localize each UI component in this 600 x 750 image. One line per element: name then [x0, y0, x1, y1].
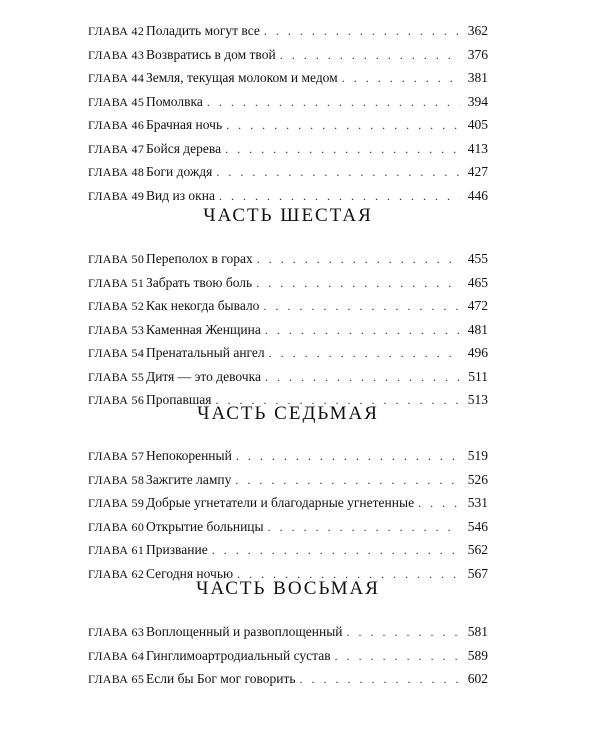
chapter-number: ГЛАВА 46 [88, 118, 145, 132]
chapter-title: Непокоренный [146, 448, 232, 463]
chapter-title: Гинглимоартродиальный сустав [146, 647, 331, 663]
chapter-title: Возвратись в дом твой [146, 46, 276, 62]
dot-leader [216, 161, 460, 185]
chapter-number: ГЛАВА 62 [88, 566, 145, 581]
page-number: 526 [467, 471, 488, 487]
page-number: 405 [467, 117, 488, 132]
toc-entry [88, 515, 488, 539]
page-number: 362 [467, 23, 488, 38]
chapter-title: Открытие больницы [146, 518, 264, 534]
chapter-number: ГЛАВА 61 [88, 543, 145, 557]
toc-entry [88, 620, 488, 644]
page-number: 465 [467, 274, 488, 290]
page-number: 567 [467, 565, 488, 581]
page-number: 413 [467, 140, 488, 156]
toc-entry [88, 468, 488, 492]
chapter-number: ГЛАВА 55 [88, 369, 145, 384]
dot-leader [418, 492, 460, 516]
chapter-title: Зажгите лампу [146, 471, 232, 487]
page-number: 381 [467, 70, 488, 85]
toc-entry [88, 66, 488, 90]
chapter-title: Вид из окна [146, 187, 215, 203]
page-number: 589 [467, 647, 488, 663]
dot-leader [265, 366, 460, 390]
toc-entry [88, 644, 488, 668]
dot-leader [264, 20, 460, 44]
chapter-number: ГЛАВА 54 [88, 346, 145, 360]
page-number: 481 [467, 321, 488, 337]
chapter-title: Земля, текущая молоком и медом [146, 70, 338, 85]
chapter-title: Каменная Женщина [146, 321, 261, 337]
dot-leader [263, 295, 460, 319]
chapter-list [88, 247, 488, 412]
dot-leader [300, 668, 460, 692]
chapter-number: ГЛАВА 59 [88, 496, 145, 510]
chapter-title: Воплощенный и развоплощенный [146, 624, 343, 639]
chapter-number: ГЛАВА 56 [88, 393, 145, 407]
chapter-title: Пренатальный ангел [146, 345, 265, 360]
chapter-title: Боги дождя [146, 164, 213, 179]
toc-section-part-seven [88, 403, 488, 585]
chapter-number: ГЛАВА 44 [88, 71, 145, 85]
page-number: 546 [467, 518, 488, 534]
chapter-number: ГЛАВА 48 [88, 165, 145, 179]
page-number: 513 [467, 392, 488, 407]
toc-entry [88, 341, 488, 365]
dot-leader [235, 469, 460, 493]
chapter-number: ГЛАВА 57 [88, 449, 145, 463]
toc-entry [88, 137, 488, 161]
dot-leader [256, 272, 460, 296]
chapter-title: Добрые угнетатели и благодарные угнетенные [146, 495, 415, 510]
toc-entry [88, 271, 488, 295]
chapter-title: Пропавшая [146, 392, 212, 407]
toc-entry [88, 160, 488, 184]
toc-entry [88, 90, 488, 114]
chapter-title: Сегодня ночью [146, 565, 234, 581]
page-number: 581 [467, 624, 488, 639]
chapter-title: Помолвка [146, 93, 203, 109]
page-number: 562 [467, 542, 488, 557]
dot-leader [212, 539, 460, 563]
toc-entry [88, 667, 488, 691]
page-number: 511 [468, 368, 488, 384]
chapter-title: Поладить могут все [146, 23, 260, 38]
chapter-number: ГЛАВА 63 [88, 625, 145, 639]
toc-section-continuation [88, 19, 488, 207]
page-number: 376 [467, 46, 488, 62]
dot-leader [225, 138, 460, 162]
page-number: 455 [467, 251, 488, 266]
chapter-number: ГЛАВА 51 [88, 275, 145, 290]
page-number: 531 [467, 495, 488, 510]
dot-leader [347, 621, 460, 645]
chapter-number: ГЛАВА 60 [88, 519, 145, 534]
chapter-title: Брачная ночь [146, 117, 223, 132]
chapter-number: ГЛАВА 47 [88, 141, 145, 156]
chapter-title: Бойся дерева [146, 140, 222, 156]
chapter-title: Призвание [146, 542, 208, 557]
toc-entry [88, 43, 488, 67]
toc-entry [88, 318, 488, 342]
chapter-list [88, 19, 488, 207]
page-number: 472 [467, 298, 488, 313]
chapter-number: ГЛАВА 42 [88, 24, 145, 38]
part-heading: ЧАСТЬ ВОСЬМАЯ [196, 578, 380, 599]
dot-leader [257, 248, 460, 272]
chapter-number: ГЛАВА 49 [88, 188, 145, 203]
chapter-number: ГЛАВА 65 [88, 672, 145, 686]
dot-leader [236, 445, 460, 469]
chapter-number: ГЛАВА 64 [88, 648, 145, 663]
page-number: 519 [467, 448, 488, 463]
toc-section-part-six [88, 205, 488, 412]
toc-entry [88, 538, 488, 562]
toc-entry [88, 184, 488, 208]
toc-section-part-eight [88, 578, 488, 691]
dot-leader [226, 114, 460, 138]
toc-entry [88, 444, 488, 468]
page-number: 446 [467, 187, 488, 203]
toc-entry [88, 294, 488, 318]
chapter-title: Если бы Бог мог говорить [146, 671, 296, 686]
dot-leader [207, 91, 460, 115]
part-heading: ЧАСТЬ ШЕСТАЯ [203, 205, 373, 226]
chapter-list [88, 620, 488, 691]
dot-leader [265, 319, 460, 343]
toc-entry [88, 491, 488, 515]
page-number: 496 [467, 345, 488, 360]
chapter-number: ГЛАВА 52 [88, 299, 145, 313]
part-heading: ЧАСТЬ СЕДЬМАЯ [197, 403, 379, 424]
chapter-title: Переполох в горах [146, 251, 253, 266]
chapter-number: ГЛАВА 43 [88, 47, 145, 62]
chapter-title: Дитя — это девочка [146, 368, 261, 384]
toc-entry [88, 19, 488, 43]
dot-leader [268, 516, 460, 540]
chapter-title: Как некогда бывало [146, 298, 260, 313]
toc-entry [88, 365, 488, 389]
chapter-number: ГЛАВА 50 [88, 252, 145, 266]
dot-leader [280, 44, 460, 68]
chapter-number: ГЛАВА 53 [88, 322, 145, 337]
page-number: 427 [467, 164, 488, 179]
dot-leader [269, 342, 460, 366]
dot-leader [342, 67, 460, 91]
toc-entry [88, 247, 488, 271]
chapter-title: Забрать твою боль [146, 274, 253, 290]
dot-leader [335, 645, 460, 669]
chapter-number: ГЛАВА 45 [88, 94, 145, 109]
page-number: 602 [467, 671, 488, 686]
page-number: 394 [467, 93, 488, 109]
chapter-list [88, 444, 488, 585]
chapter-number: ГЛАВА 58 [88, 472, 145, 487]
toc-entry [88, 113, 488, 137]
